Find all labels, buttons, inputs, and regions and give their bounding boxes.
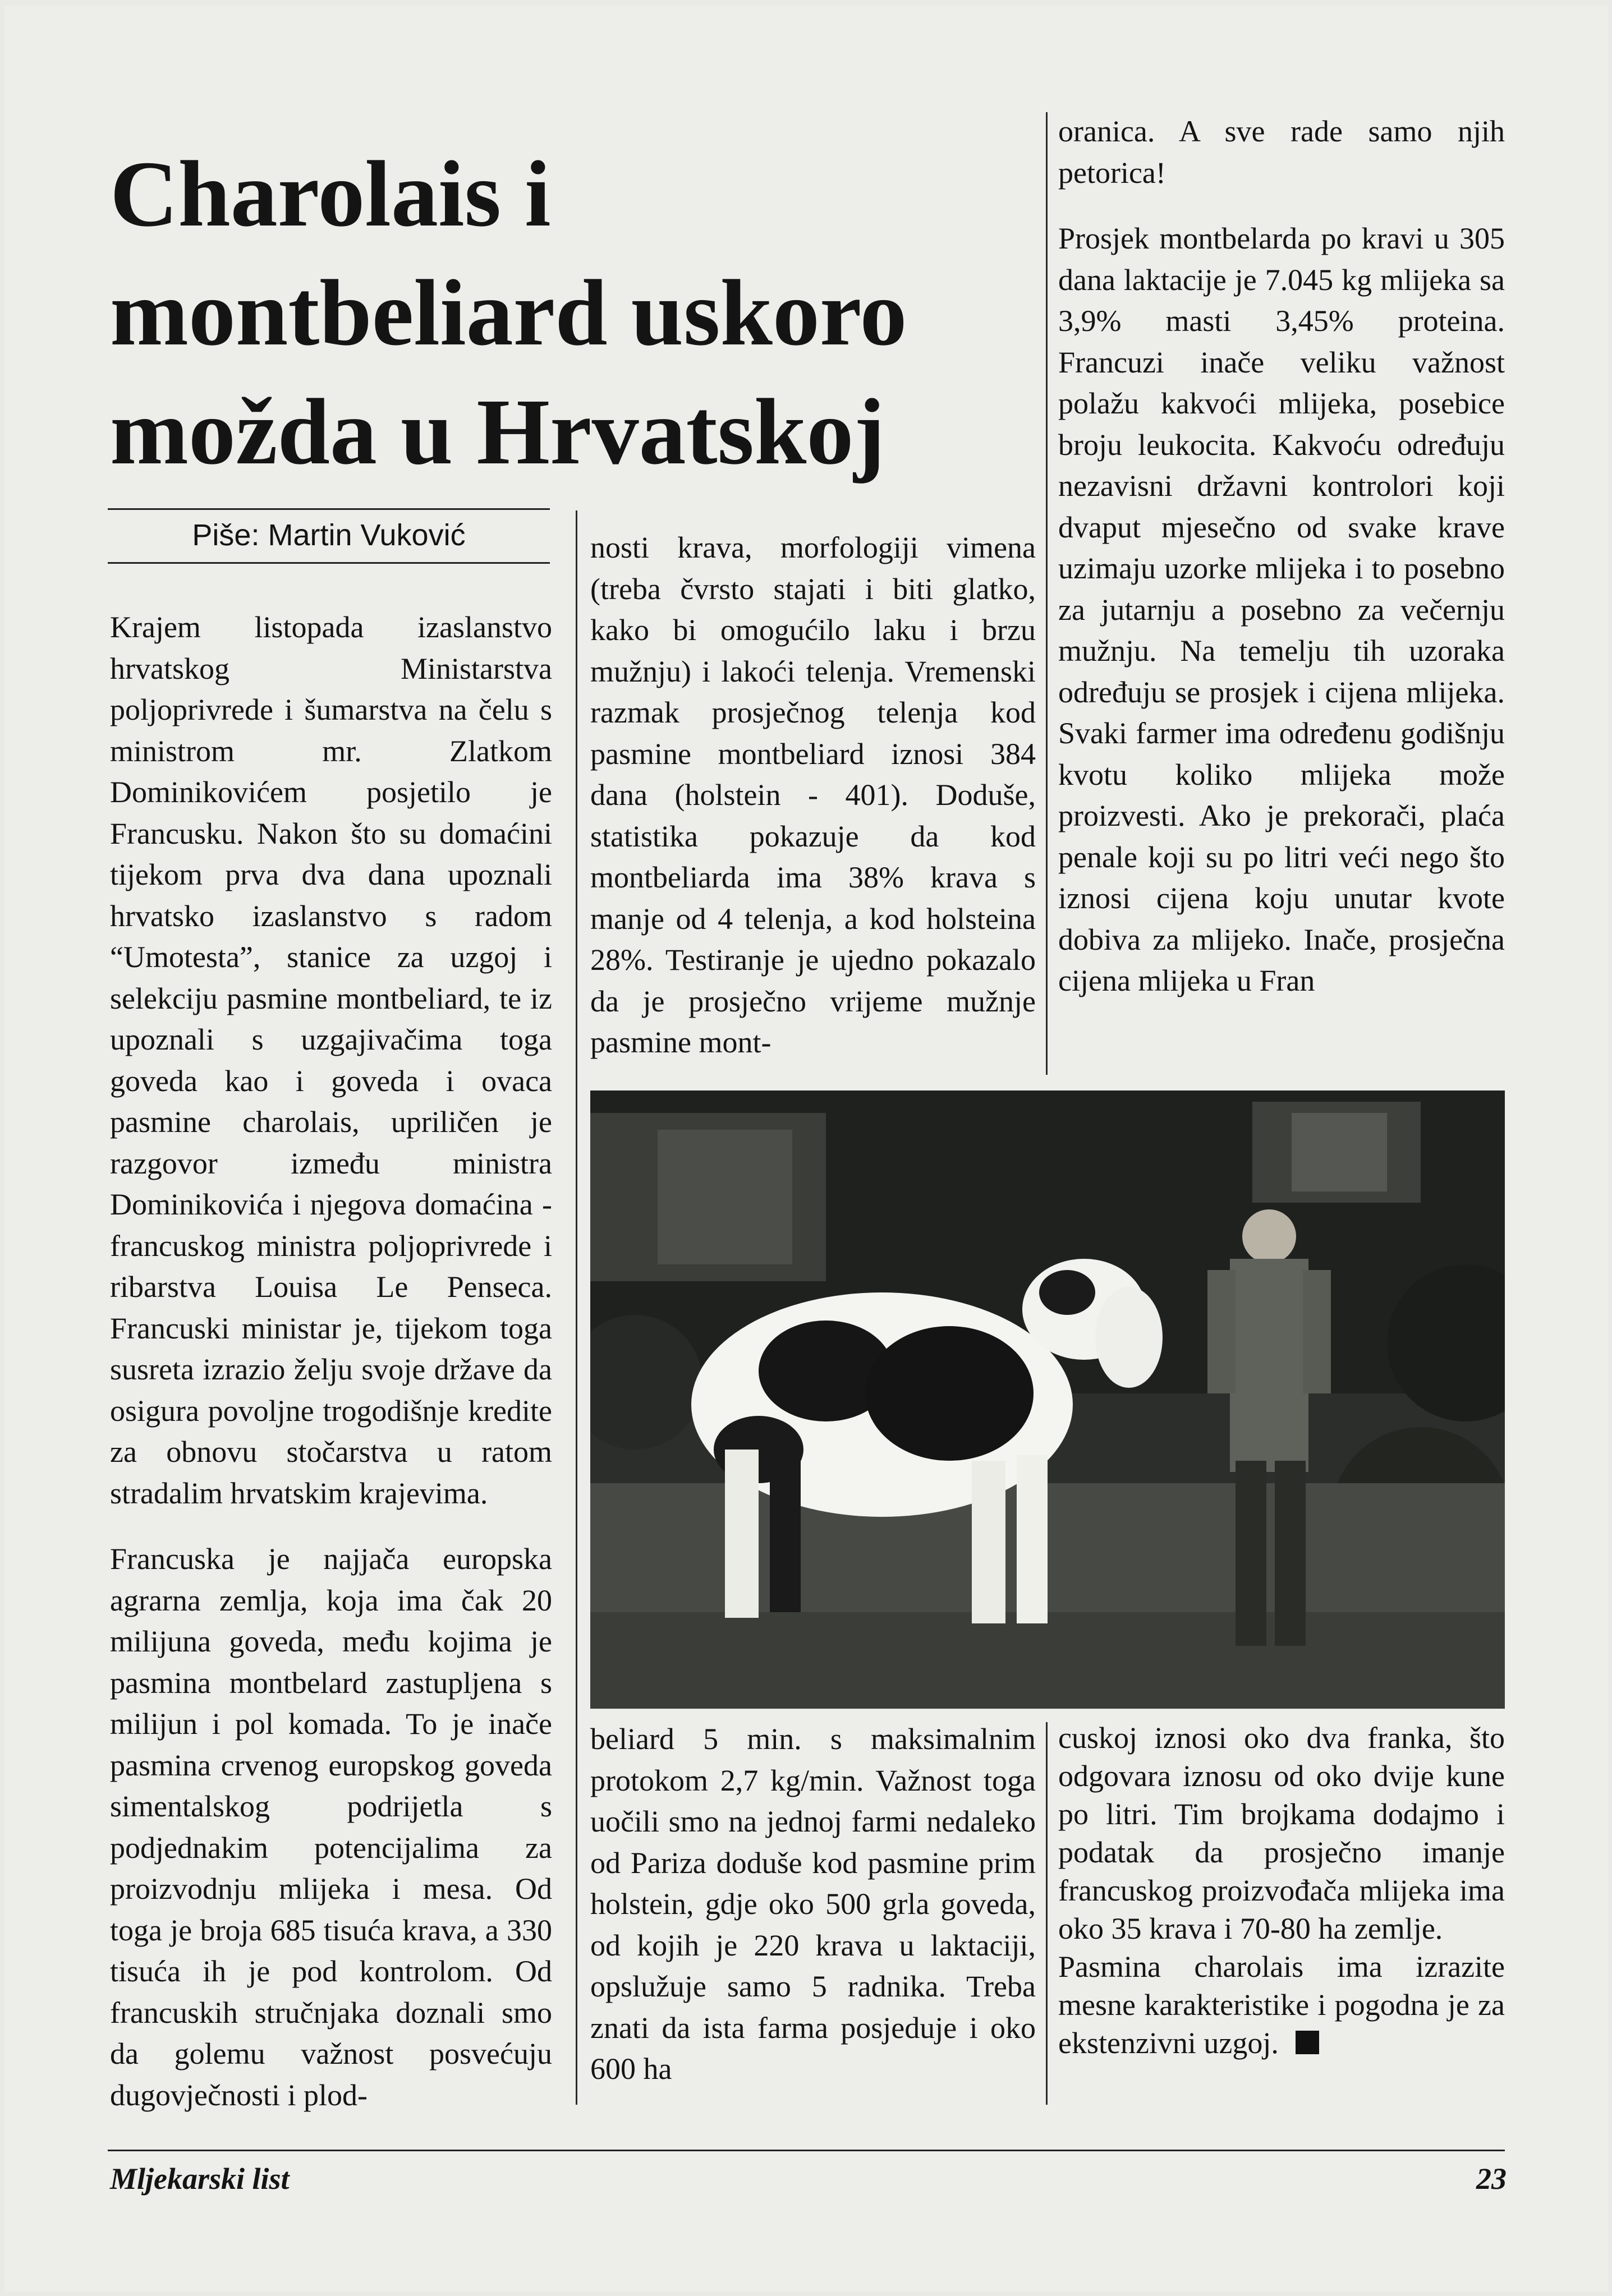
title-line: montbeliard uskoro <box>110 261 907 365</box>
title-line: Charolais i <box>110 142 551 246</box>
column-divider <box>1046 112 1048 1075</box>
column-1 <box>110 607 552 2116</box>
column-divider <box>1046 1722 1048 2105</box>
cow-photo-illustration <box>590 1091 1505 1709</box>
paragraph: cuskoj iznosi oko dva franka, što odgovara iznosu od oko dvije kune po litri. Tim brojkama dodajmo i podatak da prosječno imanje francuskog proizvođača mlijeka ima oko 35 krava i 70-80 ha zemlje. <box>1058 1721 1505 1945</box>
end-of-article-mark <box>1296 2031 1319 2054</box>
byline-top-rule <box>108 508 550 510</box>
paragraph-text: Pasmina charolais ima izrazite mesne karakteristike i pogodna je za ekstenzivni uzgoj. <box>1058 1950 1505 2060</box>
article-title <box>110 135 907 491</box>
cow-photo <box>590 1091 1505 1709</box>
column-divider <box>576 510 577 2105</box>
paragraph <box>1058 1948 1505 2062</box>
publication-name: Mljekarski list <box>110 2162 290 2196</box>
page-number: 23 <box>1476 2162 1507 2196</box>
paragraph: nosti krava, morfologiji vimena (treba čvrsto stajati i biti glatko, kako bi omogućilo laku i brzu mužnju) i lakoći telenja. Vremenski razmak prosječnog telenja kod pasmine montbeliard iznosi 384 dana (holstein - 401). Doduše, statistika pokazuje da kod montbeliarda ima 38% krava s manje od 4 telenja, a kod holsteina 28%. Testiranje je ujedno pokazalo da je prosječno vrijeme mužnje pasmine mont- <box>590 531 1036 1059</box>
paragraph: beliard 5 min. s maksimalnim protokom 2,7 kg/min. Važnost toga uočili smo na jednoj farmi nedaleko od Pariza doduše kod pasmine prim holstein, gdje oko 500 grla goveda, od kojih je 220 krava u laktaciji, opslužuje samo 5 radnika. Treba znati da ista farma posjeduje i oko 600 ha <box>590 1722 1036 2086</box>
paragraph: Francuska je najjača europska agrarna zemlja, koja ima čak 20 milijuna goveda, među kojima je pasmina montbelard zastupljena s milijun i pol komada. To je inače pasmina crvenog europskog goveda simentalskog podrijetla s podjednakim potencijalima za proizvodnju mlijeka i mesa. Od toga je broja 685 tisuća krava, a 330 tisuća ih je pod kontrolom. Od francuskih stručnjaka doznali smo da golemu važnost posvećuju dugovječnosti i plod- <box>110 1542 552 2112</box>
title-line: možda u Hrvatskoj <box>110 380 885 484</box>
column-3-top <box>1058 111 1505 1002</box>
paragraph: Krajem listopada izaslanstvo hrvatskog Ministarstva poljoprivrede i šumarstva na čelu s ministrom mr. Zlatkom Dominikovićem posjetilo je Francusku. Nakon što su domaćini tijekom prva dva dana upoznali hrvatsko izaslanstvo s radom “Umotesta”, stanice za uzgoj i selekciju pasmine montbeliard, te iz upoznali s uzgajivačima toga goveda kao i goveda i ovaca pasmine charolais, upriličen je razgovor između ministra Dominikovića i njegova domaćina - francuskog ministra poljoprivrede i ribarstva Louisa Le Penseca. Francuski ministar je, tijekom toga susreta izrazio želju svoje države da osigura povoljne trogodišnje kredite za obnovu stočarstva u ratom stradalim hrvatskim krajevima. <box>110 610 552 1510</box>
column-2-bottom <box>590 1719 1036 2090</box>
column-2-top <box>590 527 1036 1064</box>
byline-bottom-rule <box>108 562 550 564</box>
byline: Piše: Martin Vuković <box>192 518 466 552</box>
paragraph: oranica. A sve rade samo njih petorica! <box>1058 114 1505 190</box>
paragraph: Prosjek montbelarda po kravi u 305 dana laktacije je 7.045 kg mlijeka sa 3,9% masti 3,45% proteina. Francuzi inače veliku važnost polažu kakvoći mlijeka, posebice broju leukocita. Kakvoću određuju nezavisni državni kontrolori koji dvaput mjesečno od svake krave uzimaju uzorke mlijeka i to posebno za jutarnju a posebno za večernju mužnju. Na temelju tih uzoraka određuju se prosjek i cijena mlijeka. Svaki farmer ima određenu godišnju kvotu koliko mlijeka može proizvesti. Ako je prekorači, plaća penale koji su po litri veći nego što iznosi cijena koju unutar kvote dobiva za mlijeko. Inače, prosječna cijena mlijeka u Fran <box>1058 222 1505 997</box>
footer-rule <box>108 2150 1505 2151</box>
column-3-bottom <box>1058 1719 1505 2062</box>
